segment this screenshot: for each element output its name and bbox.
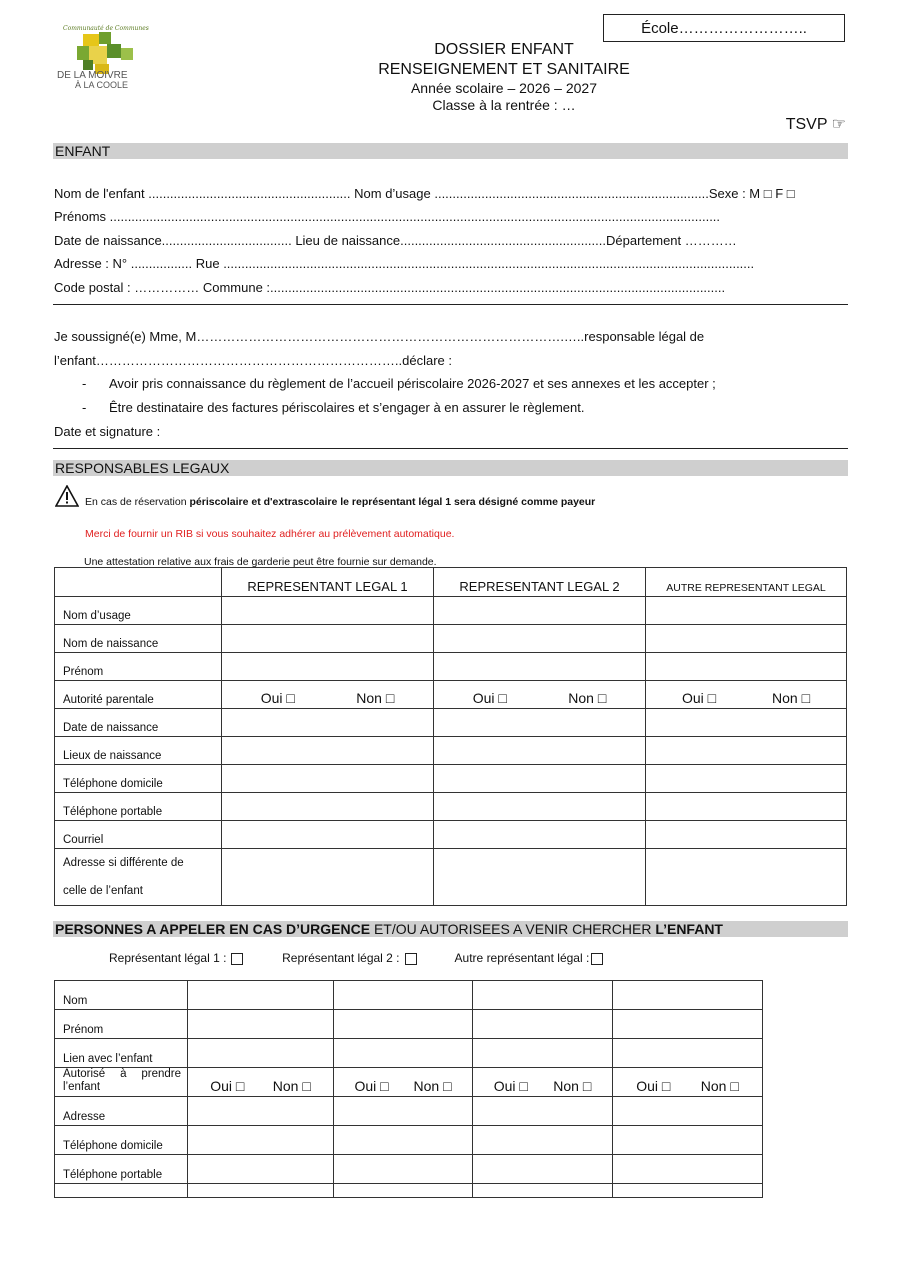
school-year: Année scolaire – 2026 – 2027 [410, 80, 598, 96]
col-header: AUTRE REPRESENTANT LEGAL [646, 568, 847, 597]
tsvp-label: TSVP ☞ [785, 116, 846, 133]
input-cell[interactable] [434, 849, 646, 906]
bullet-dash: - [82, 376, 87, 391]
row-label: Nom d’usage [55, 597, 222, 625]
input-cell[interactable] [613, 1010, 763, 1039]
input-cell[interactable] [473, 1010, 613, 1039]
yes-no-cell [222, 681, 434, 709]
rep-checkbox-row [109, 951, 603, 965]
input-cell[interactable] [646, 709, 847, 737]
input-cell[interactable] [434, 625, 646, 653]
non-checkbox[interactable]: Non □ [413, 1078, 452, 1094]
input-cell[interactable] [334, 1184, 473, 1198]
input-cell[interactable] [334, 981, 473, 1010]
table-row [55, 1039, 763, 1068]
row-label: Prénom [55, 1010, 188, 1039]
input-cell[interactable] [473, 1184, 613, 1198]
oui-checkbox[interactable]: Oui □ [210, 1078, 245, 1094]
input-cell[interactable] [473, 981, 613, 1010]
input-cell[interactable] [334, 1155, 473, 1184]
warning-icon [55, 485, 79, 510]
svg-text:À LA COOLE: À LA COOLE [75, 80, 129, 90]
bullet-factures: Être destinataire des factures périscolaires et s’engager à en assurer le règlement. [109, 400, 585, 415]
table-row [55, 793, 847, 821]
input-cell[interactable] [646, 765, 847, 793]
col-header: REPRESENTANT LEGAL 1 [222, 568, 434, 597]
table-row [55, 653, 847, 681]
row-label: Lien avec l’enfant [55, 1039, 188, 1068]
input-cell[interactable] [613, 1184, 763, 1198]
table-row [55, 849, 847, 906]
table-row [55, 597, 847, 625]
input-cell[interactable] [646, 625, 847, 653]
input-cell[interactable] [613, 1155, 763, 1184]
soussigne-line-2[interactable]: l’enfant……………………………………………………………..déclare : [54, 353, 453, 368]
svg-text:DE LA MOIVRE: DE LA MOIVRE [57, 70, 128, 81]
table-row [55, 821, 847, 849]
section-urgence: PERSONNES A APPELER EN CAS D’URGENCE ET/OU AUTORISEES A VENIR CHERCHER L’ENFANT [53, 921, 848, 937]
input-cell[interactable] [222, 597, 434, 625]
bullet-dash: - [82, 400, 87, 415]
table-row [55, 625, 847, 653]
yes-no-cell [188, 1068, 334, 1097]
input-cell[interactable] [434, 709, 646, 737]
rep2-label: Représentant légal 2 : [282, 951, 400, 965]
bullet-reglement: Avoir pris connaissance du règlement de l’accueil périscolaire 2026-2027 et ses annexes et les accepter ; [109, 376, 716, 391]
divider [53, 448, 848, 449]
yes-no-cell [473, 1068, 613, 1097]
row-label: Autorité parentale [55, 681, 222, 709]
table-row [55, 1184, 763, 1198]
section-responsables: RESPONSABLES LEGAUX [53, 460, 848, 476]
col-header: REPRESENTANT LEGAL 2 [434, 568, 646, 597]
input-cell[interactable] [646, 737, 847, 765]
input-cell[interactable] [188, 1010, 334, 1039]
input-cell[interactable] [188, 1184, 334, 1198]
table-row [55, 681, 847, 709]
logo-graphic [55, 20, 150, 90]
input-cell[interactable] [188, 1039, 334, 1068]
row-label: Autorisé à prendre l’enfant [55, 1068, 188, 1097]
input-cell[interactable] [613, 1126, 763, 1155]
adresse-line[interactable]: Adresse : N° ................. Rue ................................................................................................................................................... [54, 256, 755, 271]
row-label: Adresse [55, 1097, 188, 1126]
input-cell[interactable] [222, 765, 434, 793]
table-row [55, 1097, 763, 1126]
table-row [55, 1155, 763, 1184]
input-cell[interactable] [222, 709, 434, 737]
signature-field[interactable]: Date et signature : [54, 424, 161, 439]
input-cell[interactable] [188, 1097, 334, 1126]
naissance-line[interactable]: Date de naissance.................................... Lieu de naissance.........................................................Département ………… [54, 233, 737, 248]
row-label: Téléphone portable [55, 1155, 188, 1184]
row-label: Téléphone domicile [55, 765, 222, 793]
input-cell[interactable] [222, 793, 434, 821]
row-label: Courriel [55, 821, 222, 849]
input-cell[interactable] [473, 1039, 613, 1068]
input-cell[interactable] [222, 653, 434, 681]
input-cell[interactable] [222, 821, 434, 849]
ecole-field[interactable]: École…………………….. [603, 14, 845, 42]
input-cell[interactable] [334, 1039, 473, 1068]
input-cell[interactable] [646, 849, 847, 906]
input-cell[interactable] [434, 793, 646, 821]
yes-no-cell [613, 1068, 763, 1097]
row-label: Lieux de naissance [55, 737, 222, 765]
rep3-label: Autre représentant légal : [454, 951, 590, 965]
oui-checkbox[interactable]: Oui □ [472, 690, 507, 706]
non-checkbox[interactable]: Non □ [553, 1078, 592, 1094]
rep1-label: Représentant légal 1 : [109, 951, 227, 965]
input-cell[interactable] [613, 1039, 763, 1068]
input-cell[interactable] [222, 625, 434, 653]
oui-checkbox[interactable]: Oui □ [493, 1078, 528, 1094]
table-row [55, 981, 763, 1010]
input-cell[interactable] [434, 653, 646, 681]
row-label: Téléphone portable [55, 793, 222, 821]
non-checkbox[interactable]: Non □ [272, 1078, 311, 1094]
oui-checkbox[interactable]: Oui □ [354, 1078, 389, 1094]
yes-no-cell [434, 681, 646, 709]
non-checkbox[interactable]: Non □ [356, 690, 395, 706]
input-cell[interactable] [473, 1155, 613, 1184]
page-subtitle: RENSEIGNEMENT ET SANITAIRE [378, 61, 630, 78]
input-cell[interactable] [334, 1010, 473, 1039]
table-row [55, 1068, 763, 1097]
input-cell[interactable] [334, 1126, 473, 1155]
divider [53, 304, 848, 305]
table-row [55, 1010, 763, 1039]
prenoms-line[interactable]: Prénoms ......................................................................................................................................................................... [54, 209, 721, 224]
class-rentree: Classe à la rentrée : … [432, 97, 576, 113]
row-label: Date de naissance [55, 709, 222, 737]
nom-enfant-line[interactable]: Nom de l'enfant ........................................................ Nom d’usage ............................................................................Sexe : M □ F □ [54, 186, 795, 201]
note-attestation: Une attestation relative aux frais de garderie peut être fournie sur demande. [84, 556, 437, 568]
page-title: DOSSIER ENFANT [434, 41, 574, 58]
note-rib: Merci de fournir un RIB si vous souhaitez adhérer au prélèvement automatique. [85, 528, 455, 540]
input-cell[interactable] [434, 821, 646, 849]
table-row [55, 737, 847, 765]
input-cell[interactable] [473, 1126, 613, 1155]
row-label: Nom [55, 981, 188, 1010]
non-checkbox[interactable]: Non □ [772, 690, 811, 706]
input-cell[interactable] [646, 597, 847, 625]
row-label: Nom de naissance [55, 625, 222, 653]
empty-cell [55, 1184, 188, 1198]
section-enfant: ENFANT [53, 143, 848, 159]
yes-no-cell [646, 681, 847, 709]
input-cell[interactable] [222, 737, 434, 765]
input-cell[interactable] [646, 653, 847, 681]
table-row [55, 1126, 763, 1155]
input-cell[interactable] [434, 737, 646, 765]
input-cell[interactable] [646, 821, 847, 849]
oui-checkbox[interactable]: Oui □ [636, 1078, 671, 1094]
svg-text:Communauté de Communes: Communauté de Communes [63, 25, 149, 32]
input-cell[interactable] [613, 1097, 763, 1126]
non-checkbox[interactable]: Non □ [568, 690, 607, 706]
rep2-checkbox[interactable] [405, 953, 417, 965]
input-cell[interactable] [434, 765, 646, 793]
oui-checkbox[interactable]: Oui □ [260, 690, 295, 706]
input-cell[interactable] [222, 849, 434, 906]
input-cell[interactable] [188, 1155, 334, 1184]
table-corner [55, 568, 222, 597]
input-cell[interactable] [188, 981, 334, 1010]
table-row [55, 765, 847, 793]
urgence-table [54, 980, 763, 1198]
oui-checkbox[interactable]: Oui □ [681, 690, 717, 706]
table-row [55, 709, 847, 737]
row-label: Adresse si différente de celle de l’enfant [55, 849, 222, 906]
input-cell[interactable] [334, 1097, 473, 1126]
rep1-checkbox[interactable] [231, 953, 243, 965]
input-cell[interactable] [613, 981, 763, 1010]
rep3-checkbox[interactable] [591, 953, 603, 965]
input-cell[interactable] [434, 597, 646, 625]
input-cell[interactable] [473, 1097, 613, 1126]
row-label: Téléphone domicile [55, 1126, 188, 1155]
logo [55, 20, 150, 90]
responsables-table [54, 567, 847, 906]
soussigne-line[interactable]: Je soussigné(e) Mme, M………………………………………………………………………….…..responsable légal de [54, 329, 705, 344]
non-checkbox[interactable]: Non □ [700, 1078, 739, 1094]
input-cell[interactable] [188, 1126, 334, 1155]
row-label: Prénom [55, 653, 222, 681]
code-postal-line[interactable]: Code postal : …………… Commune :.............................................................................................................................. [54, 280, 726, 295]
note-payeur: En cas de réservation périscolaire et d'extrascolaire le représentant légal 1 sera désigné comme payeur [85, 496, 596, 508]
yes-no-cell [334, 1068, 473, 1097]
input-cell[interactable] [646, 793, 847, 821]
